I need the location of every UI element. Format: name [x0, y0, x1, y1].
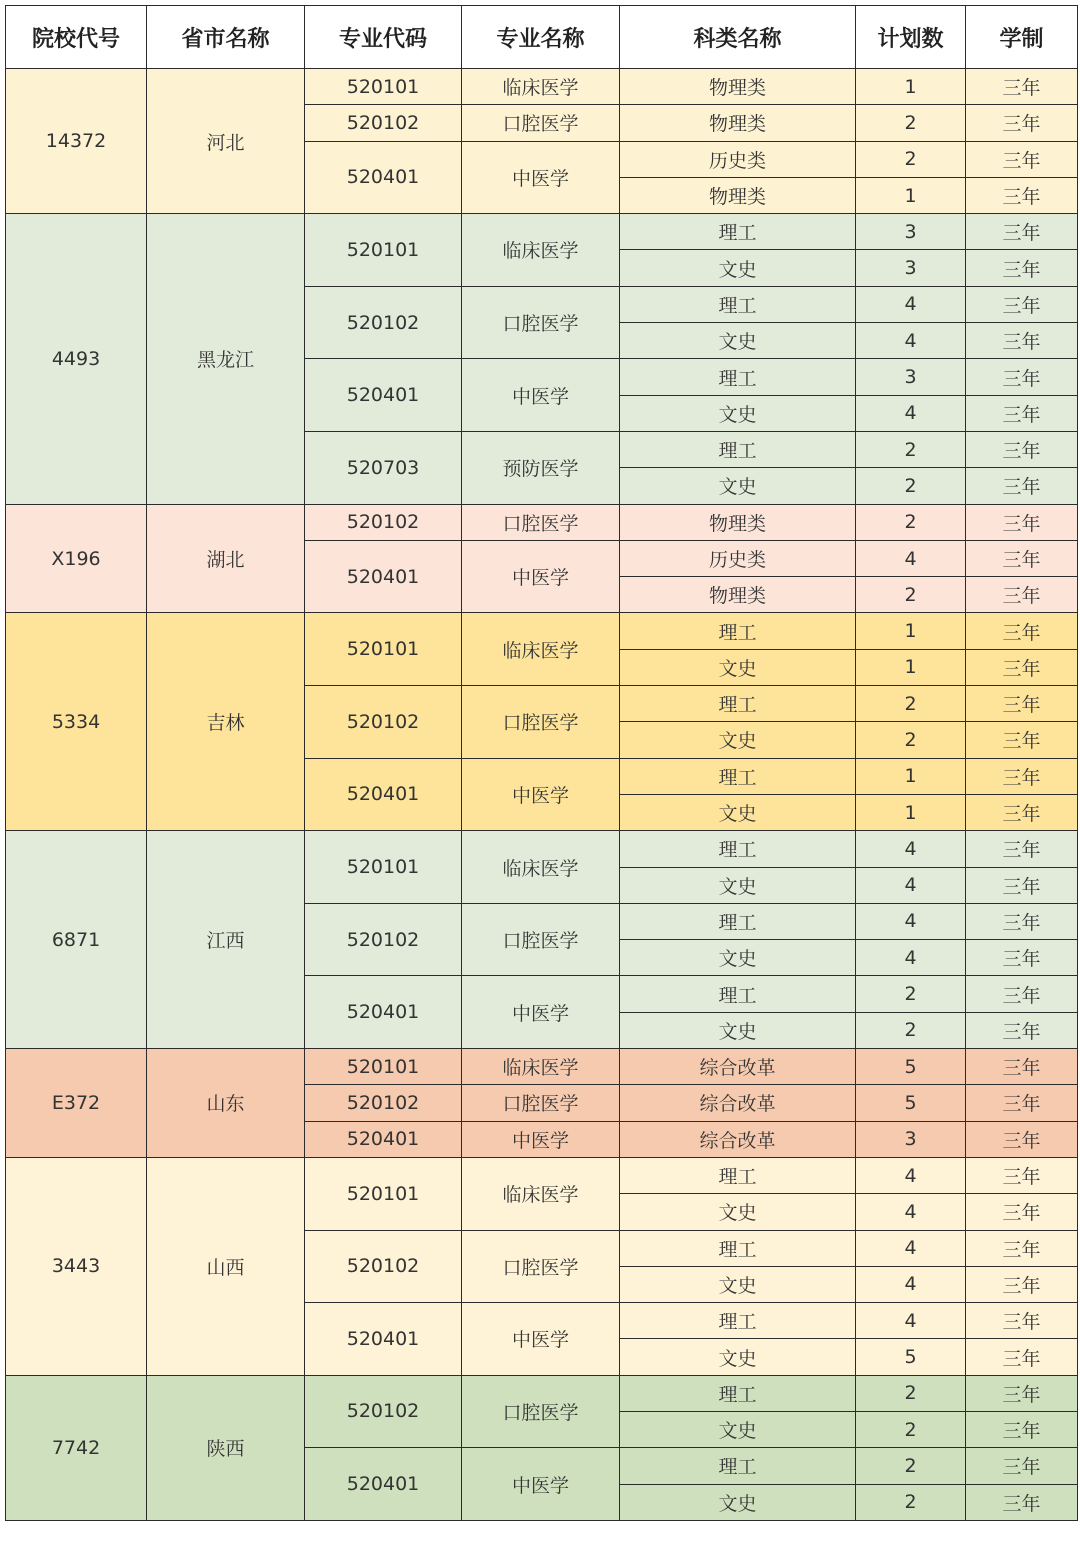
category-cell: 综合改革: [620, 1085, 856, 1121]
school-code-cell: 14372: [6, 69, 147, 214]
duration-cell: 三年: [966, 903, 1078, 939]
major-name-cell: 中医学: [462, 1448, 620, 1521]
duration-cell: 三年: [966, 1194, 1078, 1230]
major-name-cell: 临床医学: [462, 613, 620, 686]
major-name-cell: 中医学: [462, 1303, 620, 1376]
plan-count-cell: 5: [856, 1085, 966, 1121]
plan-count-cell: 1: [856, 794, 966, 830]
duration-cell: 三年: [966, 613, 1078, 649]
major-code-cell: 520102: [305, 903, 462, 976]
plan-count-cell: 4: [856, 1157, 966, 1193]
plan-count-cell: 2: [856, 504, 966, 540]
major-name-cell: 临床医学: [462, 1157, 620, 1230]
major-name-cell: 临床医学: [462, 1049, 620, 1085]
header-plan-count: 计划数: [856, 6, 966, 69]
duration-cell: 三年: [966, 395, 1078, 431]
duration-cell: 三年: [966, 1085, 1078, 1121]
plan-count-cell: 1: [856, 649, 966, 685]
category-cell: 理工: [620, 431, 856, 467]
table-row: [6, 613, 1078, 649]
category-cell: 物理类: [620, 577, 856, 613]
major-code-cell: 520401: [305, 1448, 462, 1521]
duration-cell: 三年: [966, 504, 1078, 540]
category-cell: 综合改革: [620, 1121, 856, 1157]
major-code-cell: 520401: [305, 758, 462, 831]
major-code-cell: 520401: [305, 141, 462, 214]
duration-cell: 三年: [966, 867, 1078, 903]
category-cell: 理工: [620, 686, 856, 722]
major-name-cell: 预防医学: [462, 431, 620, 504]
category-cell: 文史: [620, 250, 856, 286]
duration-cell: 三年: [966, 722, 1078, 758]
duration-cell: 三年: [966, 1375, 1078, 1411]
plan-count-cell: 4: [856, 903, 966, 939]
header-school-code: 院校代号: [6, 6, 147, 69]
table-body: [6, 69, 1078, 1521]
category-cell: 文史: [620, 395, 856, 431]
plan-count-cell: 2: [856, 577, 966, 613]
plan-count-cell: 4: [856, 540, 966, 576]
plan-count-cell: 2: [856, 976, 966, 1012]
plan-count-cell: 4: [856, 286, 966, 322]
duration-cell: 三年: [966, 649, 1078, 685]
major-code-cell: 520401: [305, 359, 462, 432]
major-code-cell: 520102: [305, 1085, 462, 1121]
major-code-cell: 520401: [305, 1303, 462, 1376]
school-code-cell: 3443: [6, 1157, 147, 1375]
plan-count-cell: 1: [856, 177, 966, 213]
category-cell: 理工: [620, 976, 856, 1012]
major-code-cell: 520102: [305, 686, 462, 759]
duration-cell: 三年: [966, 794, 1078, 830]
major-code-cell: 520101: [305, 214, 462, 287]
major-code-cell: 520401: [305, 540, 462, 613]
major-name-cell: 口腔医学: [462, 286, 620, 359]
duration-cell: 三年: [966, 1230, 1078, 1266]
header-province: 省市名称: [147, 6, 305, 69]
table-row: [6, 1049, 1078, 1085]
duration-cell: 三年: [966, 1411, 1078, 1447]
plan-count-cell: 3: [856, 250, 966, 286]
major-name-cell: 中医学: [462, 359, 620, 432]
table-row: [6, 1375, 1078, 1411]
header-major-code: 专业代码: [305, 6, 462, 69]
duration-cell: 三年: [966, 831, 1078, 867]
category-cell: 文史: [620, 649, 856, 685]
major-name-cell: 临床医学: [462, 214, 620, 287]
plan-count-cell: 5: [856, 1339, 966, 1375]
category-cell: 文史: [620, 1266, 856, 1302]
province-cell: 山东: [147, 1049, 305, 1158]
duration-cell: 三年: [966, 141, 1078, 177]
plan-count-cell: 2: [856, 1448, 966, 1484]
duration-cell: 三年: [966, 940, 1078, 976]
school-code-cell: 4493: [6, 214, 147, 504]
plan-count-cell: 4: [856, 395, 966, 431]
major-name-cell: 口腔医学: [462, 1230, 620, 1303]
plan-count-cell: 4: [856, 1230, 966, 1266]
category-cell: 文史: [620, 323, 856, 359]
category-cell: 理工: [620, 1157, 856, 1193]
category-cell: 文史: [620, 1194, 856, 1230]
plan-count-cell: 4: [856, 323, 966, 359]
category-cell: 理工: [620, 286, 856, 322]
major-code-cell: 520101: [305, 1049, 462, 1085]
duration-cell: 三年: [966, 1012, 1078, 1048]
major-name-cell: 口腔医学: [462, 903, 620, 976]
category-cell: 历史类: [620, 540, 856, 576]
category-cell: 文史: [620, 1411, 856, 1447]
category-cell: 文史: [620, 867, 856, 903]
province-cell: 河北: [147, 69, 305, 214]
header-major-name: 专业名称: [462, 6, 620, 69]
major-code-cell: 520101: [305, 69, 462, 105]
duration-cell: 三年: [966, 177, 1078, 213]
duration-cell: 三年: [966, 105, 1078, 141]
plan-count-cell: 2: [856, 1375, 966, 1411]
school-code-cell: E372: [6, 1049, 147, 1158]
plan-count-cell: 2: [856, 1484, 966, 1520]
duration-cell: 三年: [966, 976, 1078, 1012]
major-code-cell: 520101: [305, 1157, 462, 1230]
enrollment-plan-table: [5, 5, 1078, 1521]
major-name-cell: 口腔医学: [462, 105, 620, 141]
duration-cell: 三年: [966, 214, 1078, 250]
table-row: [6, 831, 1078, 867]
duration-cell: 三年: [966, 540, 1078, 576]
plan-count-cell: 3: [856, 214, 966, 250]
duration-cell: 三年: [966, 1339, 1078, 1375]
table-row: [6, 214, 1078, 250]
major-code-cell: 520101: [305, 831, 462, 904]
plan-count-cell: 1: [856, 613, 966, 649]
category-cell: 物理类: [620, 105, 856, 141]
plan-count-cell: 1: [856, 69, 966, 105]
school-code-cell: 6871: [6, 831, 147, 1049]
category-cell: 物理类: [620, 69, 856, 105]
duration-cell: 三年: [966, 1303, 1078, 1339]
major-code-cell: 520401: [305, 976, 462, 1049]
category-cell: 理工: [620, 831, 856, 867]
table-row: [6, 504, 1078, 540]
duration-cell: 三年: [966, 323, 1078, 359]
category-cell: 物理类: [620, 504, 856, 540]
major-code-cell: 520401: [305, 1121, 462, 1157]
category-cell: 理工: [620, 903, 856, 939]
category-cell: 文史: [620, 940, 856, 976]
category-cell: 理工: [620, 613, 856, 649]
province-cell: 黑龙江: [147, 214, 305, 504]
major-name-cell: 临床医学: [462, 831, 620, 904]
duration-cell: 三年: [966, 69, 1078, 105]
duration-cell: 三年: [966, 359, 1078, 395]
category-cell: 综合改革: [620, 1049, 856, 1085]
school-code-cell: 5334: [6, 613, 147, 831]
major-name-cell: 中医学: [462, 540, 620, 613]
category-cell: 理工: [620, 1448, 856, 1484]
duration-cell: 三年: [966, 758, 1078, 794]
category-cell: 理工: [620, 214, 856, 250]
province-cell: 陕西: [147, 1375, 305, 1520]
plan-count-cell: 2: [856, 431, 966, 467]
major-name-cell: 中医学: [462, 976, 620, 1049]
category-cell: 理工: [620, 1303, 856, 1339]
duration-cell: 三年: [966, 468, 1078, 504]
duration-cell: 三年: [966, 286, 1078, 322]
category-cell: 文史: [620, 722, 856, 758]
category-cell: 理工: [620, 1375, 856, 1411]
plan-count-cell: 4: [856, 1194, 966, 1230]
school-code-cell: 7742: [6, 1375, 147, 1520]
major-code-cell: 520101: [305, 613, 462, 686]
plan-count-cell: 4: [856, 867, 966, 903]
duration-cell: 三年: [966, 1266, 1078, 1302]
category-cell: 文史: [620, 1012, 856, 1048]
table-row: [6, 69, 1078, 105]
category-cell: 文史: [620, 794, 856, 830]
plan-count-cell: 4: [856, 831, 966, 867]
plan-count-cell: 2: [856, 1411, 966, 1447]
duration-cell: 三年: [966, 1049, 1078, 1085]
plan-count-cell: 3: [856, 359, 966, 395]
major-code-cell: 520102: [305, 105, 462, 141]
category-cell: 物理类: [620, 177, 856, 213]
plan-count-cell: 4: [856, 1266, 966, 1302]
major-name-cell: 口腔医学: [462, 686, 620, 759]
category-cell: 文史: [620, 468, 856, 504]
plan-count-cell: 2: [856, 468, 966, 504]
header-duration: 学制: [966, 6, 1078, 69]
major-name-cell: 中医学: [462, 758, 620, 831]
duration-cell: 三年: [966, 1484, 1078, 1520]
province-cell: 江西: [147, 831, 305, 1049]
major-code-cell: 520102: [305, 286, 462, 359]
plan-count-cell: 2: [856, 1012, 966, 1048]
plan-count-cell: 2: [856, 722, 966, 758]
major-name-cell: 口腔医学: [462, 504, 620, 540]
major-name-cell: 临床医学: [462, 69, 620, 105]
category-cell: 理工: [620, 1230, 856, 1266]
major-code-cell: 520102: [305, 1230, 462, 1303]
school-code-cell: X196: [6, 504, 147, 613]
duration-cell: 三年: [966, 431, 1078, 467]
table-row: [6, 1157, 1078, 1193]
duration-cell: 三年: [966, 1121, 1078, 1157]
duration-cell: 三年: [966, 1157, 1078, 1193]
category-cell: 理工: [620, 758, 856, 794]
province-cell: 山西: [147, 1157, 305, 1375]
duration-cell: 三年: [966, 250, 1078, 286]
category-cell: 文史: [620, 1484, 856, 1520]
plan-count-cell: 4: [856, 940, 966, 976]
major-code-cell: 520102: [305, 504, 462, 540]
major-name-cell: 中医学: [462, 141, 620, 214]
major-name-cell: 口腔医学: [462, 1375, 620, 1448]
plan-count-cell: 2: [856, 105, 966, 141]
major-code-cell: 520703: [305, 431, 462, 504]
plan-count-cell: 3: [856, 1121, 966, 1157]
category-cell: 历史类: [620, 141, 856, 177]
plan-count-cell: 2: [856, 141, 966, 177]
major-name-cell: 中医学: [462, 1121, 620, 1157]
province-cell: 吉林: [147, 613, 305, 831]
header-row: [6, 6, 1078, 69]
category-cell: 文史: [620, 1339, 856, 1375]
major-name-cell: 口腔医学: [462, 1085, 620, 1121]
duration-cell: 三年: [966, 577, 1078, 613]
plan-count-cell: 1: [856, 758, 966, 794]
province-cell: 湖北: [147, 504, 305, 613]
duration-cell: 三年: [966, 686, 1078, 722]
plan-count-cell: 2: [856, 686, 966, 722]
header-category: 科类名称: [620, 6, 856, 69]
category-cell: 理工: [620, 359, 856, 395]
major-code-cell: 520102: [305, 1375, 462, 1448]
duration-cell: 三年: [966, 1448, 1078, 1484]
plan-count-cell: 4: [856, 1303, 966, 1339]
plan-count-cell: 5: [856, 1049, 966, 1085]
